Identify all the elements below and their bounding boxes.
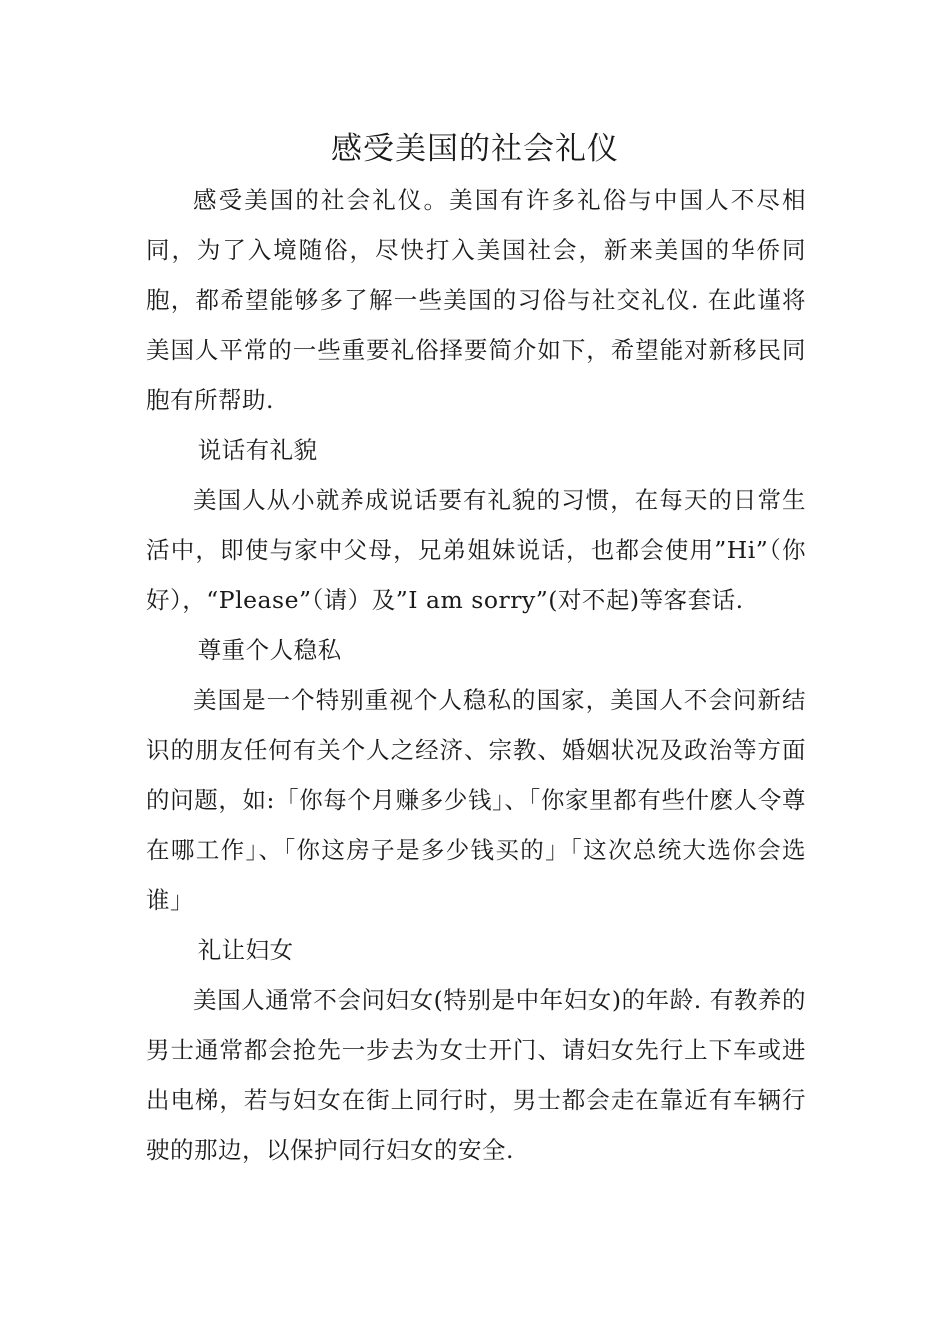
section-body-politeness: 美国人从小就养成说话要有礼貌的习惯，在每天的日常生活中，即使与家中父母，兄弟姐妹说话，也都会使用”Hi”（你好），“Please”（请）及”I am sorry”(对不起)等客套话. [146, 486, 806, 614]
document-body [146, 175, 806, 1175]
intro-paragraph: 感受美国的社会礼仪。美国有许多礼俗与中国人不尽相同，为了入境随俗，尽快打入美国社会，新来美国的华侨同胞，都希望能够多了解一些美国的习俗与社交礼仪. 在此谨将美国人平常的一些重要礼俗择要简介如下，希望能对新移民同胞有所帮助. [146, 186, 806, 414]
section-body-women: 美国人通常不会问妇女(特别是中年妇女)的年龄. 有教养的男士通常都会抢先一步去为女士开门、请妇女先行上下车或进出电梯，若与妇女在街上同行时，男士都会走在靠近有车辆行驶的那边，以保护同行妇女的安全. [146, 986, 806, 1164]
section-heading-women: 礼让妇女 [197, 936, 294, 964]
section-heading-privacy: 尊重个人稳私 [197, 636, 342, 664]
document-title: 感受美国的社会礼仪 [331, 131, 619, 167]
section-body-privacy: 美国是一个特别重视个人稳私的国家，美国人不会问新结识的朋友任何有关个人之经济、宗教、婚姻状况及政治等方面的问题，如:「你每个月赚多少钱」、「你家里都有些什麽人令尊在哪工作」、「你这房子是多少钱买的」「这次总统大选你会选谁」 [146, 686, 806, 914]
section-heading-politeness: 说话有礼貌 [197, 436, 318, 464]
